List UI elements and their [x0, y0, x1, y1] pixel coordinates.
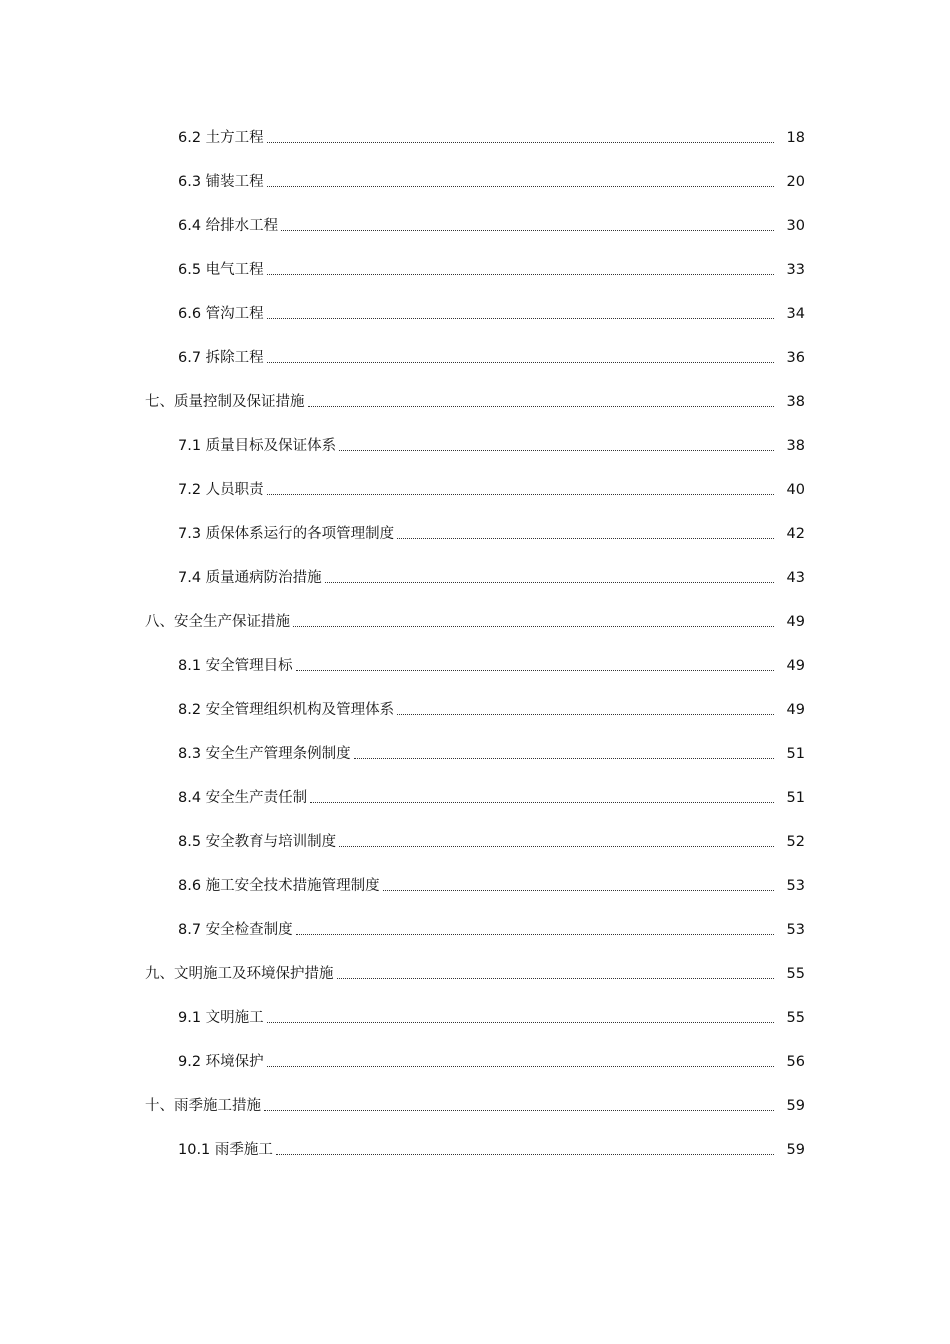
toc-entry-title: 9.1 文明施工	[178, 1010, 264, 1026]
toc-dot-leader	[293, 626, 774, 627]
toc-entry-8-4[interactable]	[0, 784, 950, 828]
toc-entry-page: 20	[786, 174, 805, 190]
toc-dot-leader	[267, 142, 774, 143]
toc-dot-leader	[397, 714, 774, 715]
toc-entry-page: 42	[786, 526, 805, 542]
toc-dot-leader	[281, 230, 774, 231]
toc-dot-leader	[310, 802, 774, 803]
toc-dot-leader	[267, 318, 774, 319]
toc-entry-page: 55	[786, 1010, 805, 1026]
toc-dot-leader	[276, 1154, 774, 1155]
toc-entry-page: 56	[786, 1054, 805, 1070]
toc-entry-page: 38	[786, 394, 805, 410]
toc-dot-leader	[264, 1110, 774, 1111]
toc-entry-page: 33	[786, 262, 805, 278]
toc-dot-leader	[325, 582, 774, 583]
toc-entry-title: 8.2 安全管理组织机构及管理体系	[178, 702, 395, 718]
toc-entry-page: 30	[786, 218, 805, 234]
toc-entry-page: 53	[786, 878, 805, 894]
toc-dot-leader	[267, 362, 774, 363]
toc-entry-title: 7.1 质量目标及保证体系	[178, 438, 337, 454]
toc-entry-8-5[interactable]	[0, 828, 950, 872]
toc-entry-6-3[interactable]	[0, 168, 950, 212]
toc-entry-8-6[interactable]	[0, 872, 950, 916]
toc-entry-chapter-9[interactable]	[0, 960, 950, 1004]
toc-entry-page: 49	[786, 658, 805, 674]
toc-entry-page: 51	[786, 790, 805, 806]
toc-entry-8-1[interactable]	[0, 652, 950, 696]
toc-entry-chapter-10[interactable]	[0, 1092, 950, 1136]
toc-entry-7-4[interactable]	[0, 564, 950, 608]
toc-entry-chapter-7[interactable]	[0, 388, 950, 432]
toc-entry-8-3[interactable]	[0, 740, 950, 784]
toc-entry-title: 8.3 安全生产管理条例制度	[178, 746, 351, 762]
toc-entry-title: 8.7 安全检查制度	[178, 922, 293, 938]
toc-entry-10-1[interactable]	[0, 1136, 950, 1180]
toc-entry-6-5[interactable]	[0, 256, 950, 300]
toc-entry-title: 6.3 铺装工程	[178, 174, 264, 190]
toc-entry-title: 7.4 质量通病防治措施	[178, 570, 322, 586]
toc-entry-7-3[interactable]	[0, 520, 950, 564]
toc-entry-title: 8.4 安全生产责任制	[178, 790, 308, 806]
toc-dot-leader	[296, 934, 774, 935]
toc-entry-9-1[interactable]	[0, 1004, 950, 1048]
toc-entry-6-6[interactable]	[0, 300, 950, 344]
toc-dot-leader	[308, 406, 775, 407]
toc-entry-page: 43	[786, 570, 805, 586]
toc-entry-title: 7.3 质保体系运行的各项管理制度	[178, 526, 395, 542]
toc-dot-leader	[267, 1022, 774, 1023]
toc-entry-page: 36	[786, 350, 805, 366]
toc-entry-title: 6.4 给排水工程	[178, 218, 279, 234]
toc-entry-6-4[interactable]	[0, 212, 950, 256]
toc-dot-leader	[267, 274, 774, 275]
toc-dot-leader	[339, 846, 774, 847]
toc-entry-title: 七、质量控制及保证措施	[145, 394, 305, 410]
toc-dot-leader	[337, 978, 775, 979]
toc-entry-page: 49	[786, 702, 805, 718]
toc-dot-leader	[267, 186, 774, 187]
toc-entry-page: 34	[786, 306, 805, 322]
toc-entry-page: 51	[786, 746, 805, 762]
toc-entry-8-2[interactable]	[0, 696, 950, 740]
toc-entry-title: 9.2 环境保护	[178, 1054, 264, 1070]
toc-entry-title: 8.5 安全教育与培训制度	[178, 834, 337, 850]
toc-entry-title: 6.2 土方工程	[178, 130, 264, 146]
toc-dot-leader	[267, 1066, 774, 1067]
toc-entry-page: 38	[786, 438, 805, 454]
toc-entry-page: 59	[786, 1142, 805, 1158]
toc-entry-title: 八、安全生产保证措施	[145, 614, 290, 630]
toc-dot-leader	[354, 758, 774, 759]
toc-dot-leader	[339, 450, 774, 451]
toc-dot-leader	[296, 670, 774, 671]
toc-dot-leader	[267, 494, 774, 495]
toc-entry-title: 九、文明施工及环境保护措施	[145, 966, 334, 982]
toc-dot-leader	[397, 538, 774, 539]
toc-entry-page: 55	[786, 966, 805, 982]
toc-entry-title: 十、雨季施工措施	[145, 1098, 261, 1114]
toc-entry-title: 6.5 电气工程	[178, 262, 264, 278]
toc-entry-page: 49	[786, 614, 805, 630]
toc-entry-7-2[interactable]	[0, 476, 950, 520]
toc-entry-chapter-8[interactable]	[0, 608, 950, 652]
toc-entry-page: 18	[786, 130, 805, 146]
toc-entry-title: 6.7 拆除工程	[178, 350, 264, 366]
toc-entry-6-2[interactable]	[0, 124, 950, 168]
toc-entry-page: 53	[786, 922, 805, 938]
toc-entry-title: 8.6 施工安全技术措施管理制度	[178, 878, 380, 894]
toc-entry-title: 7.2 人员职责	[178, 482, 264, 498]
toc-entry-9-2[interactable]	[0, 1048, 950, 1092]
toc-dot-leader	[383, 890, 774, 891]
toc-entry-page: 52	[786, 834, 805, 850]
toc-entry-title: 6.6 管沟工程	[178, 306, 264, 322]
table-of-contents	[0, 124, 950, 1180]
toc-entry-6-7[interactable]	[0, 344, 950, 388]
toc-entry-8-7[interactable]	[0, 916, 950, 960]
toc-entry-title: 8.1 安全管理目标	[178, 658, 293, 674]
toc-entry-page: 40	[786, 482, 805, 498]
toc-entry-page: 59	[786, 1098, 805, 1114]
toc-entry-title: 10.1 雨季施工	[178, 1142, 273, 1158]
toc-entry-7-1[interactable]	[0, 432, 950, 476]
